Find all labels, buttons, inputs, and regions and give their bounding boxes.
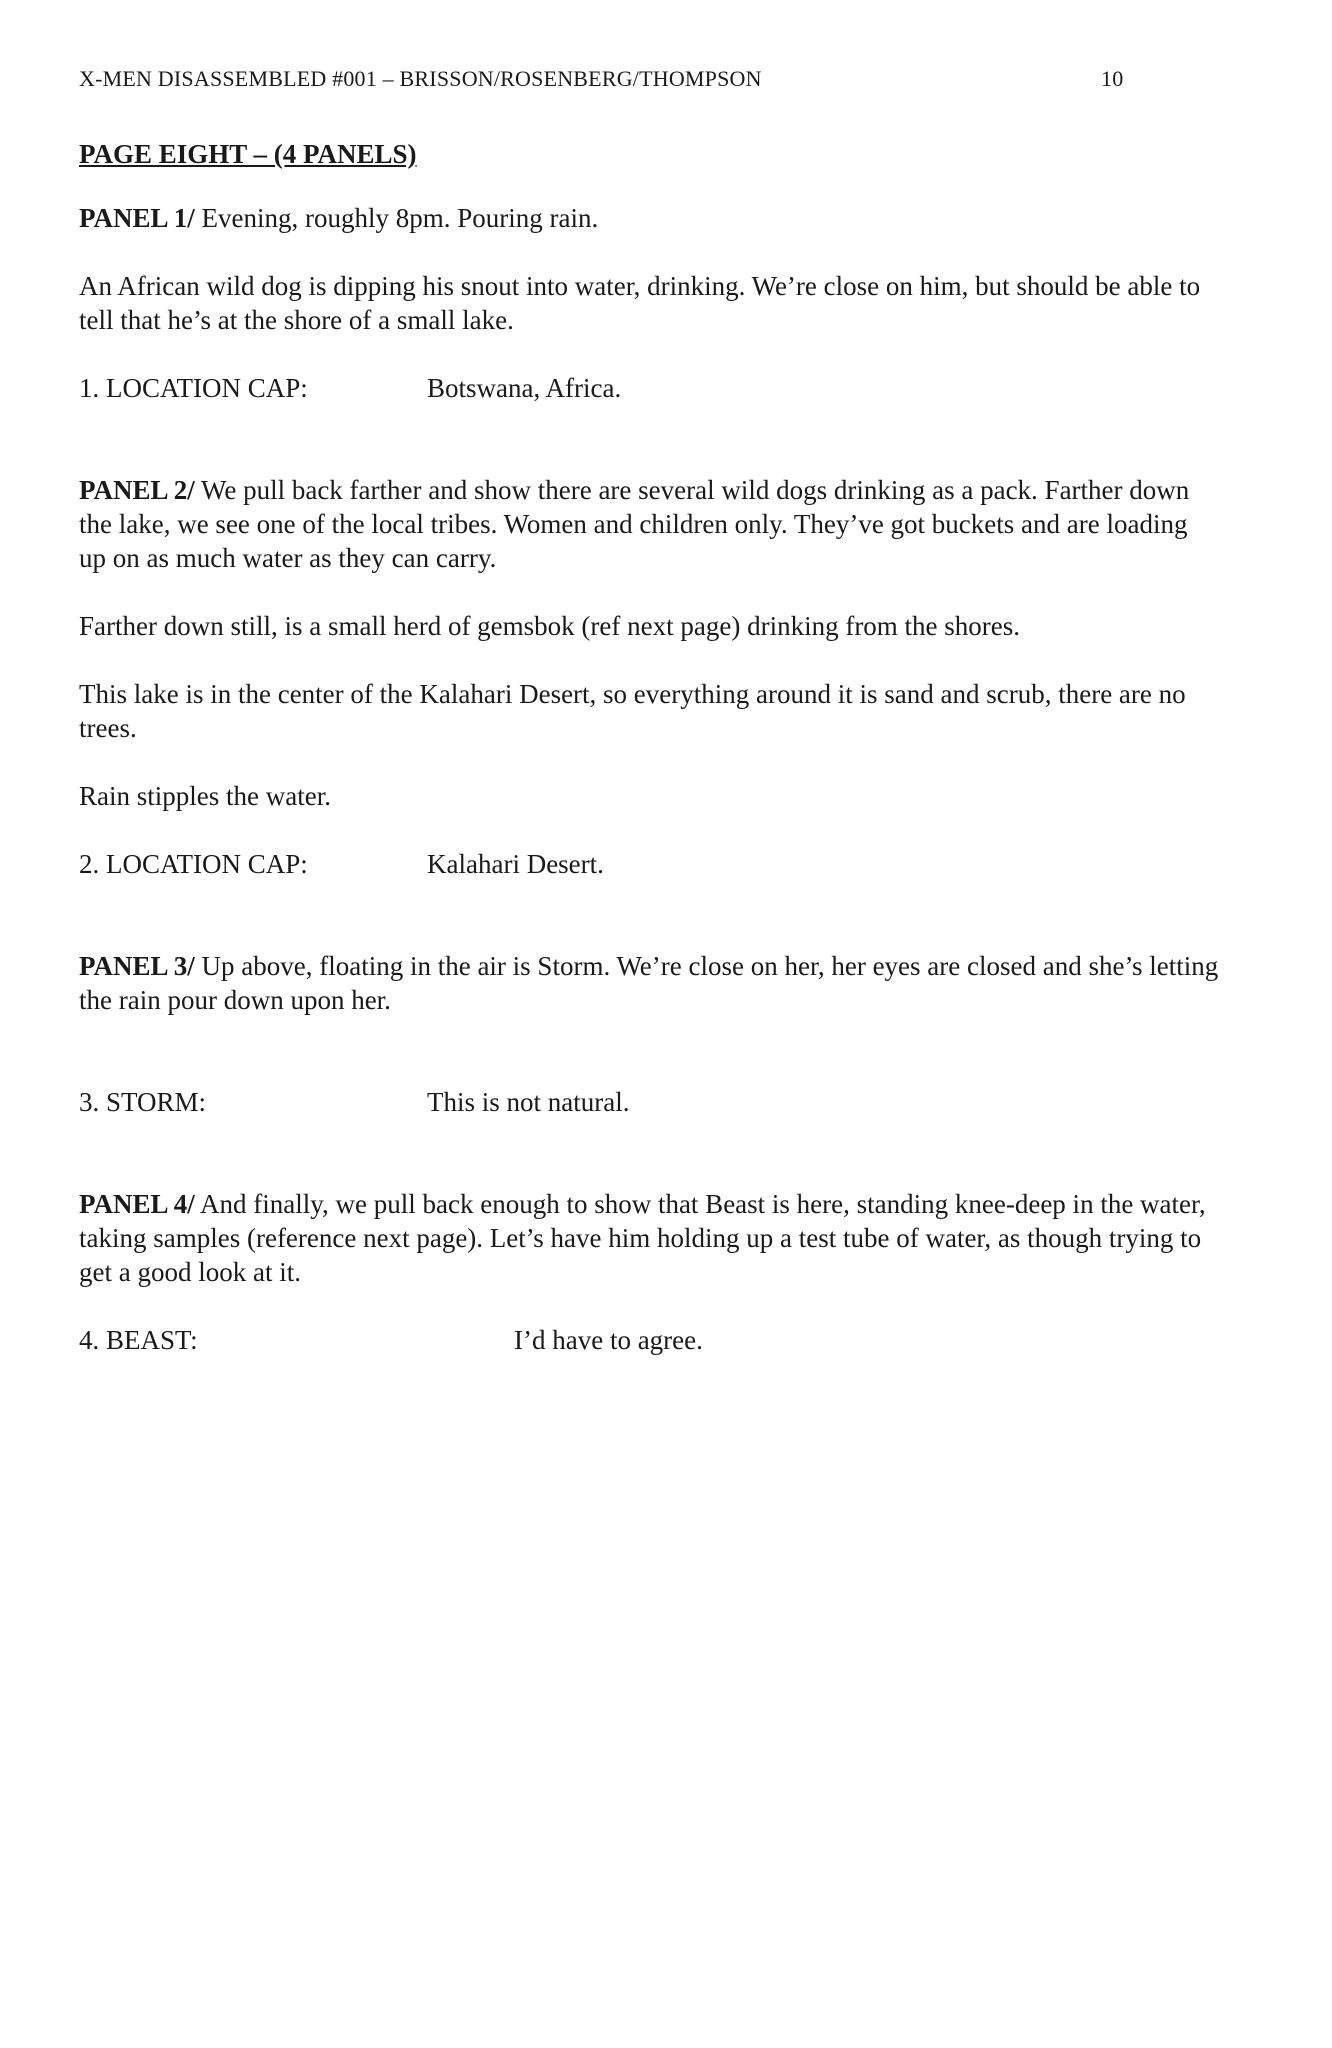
dialogue-line: This is not natural.	[427, 1087, 630, 1117]
dialogue-line: I’d have to agree.	[514, 1325, 703, 1355]
panel-label: PANEL 1/	[79, 203, 195, 233]
panel-description: We pull back farther and show there are several wild dogs drinking as a pack. Farther down the lake, we see one of the local tribes. Women and children only. They’ve got buckets and are loading up on as much water as they can carry.	[79, 475, 1190, 573]
panel-description: Evening, roughly 8pm. Pouring rain.	[201, 203, 599, 233]
dialogue-speaker: 3. STORM:	[79, 1087, 207, 1117]
panel-1-paragraph: An African wild dog is dipping his snout into water, drinking. We’re close on him, but should be able to tell that he’s at the shore of a small lake.	[79, 271, 1201, 335]
dialogue-speaker: 2. LOCATION CAP:	[79, 849, 308, 879]
panel-4-dialogue	[79, 1323, 1219, 1357]
panel-4-description	[79, 1187, 1219, 1289]
running-header	[79, 64, 1129, 94]
script-body	[79, 137, 1219, 1391]
panel-label: PANEL 4/	[79, 1189, 195, 1219]
panel-1-caption	[79, 371, 1219, 405]
panel-description: Up above, floating in the air is Storm. We’re close on her, her eyes are closed and she’s letting the rain pour down upon her.	[79, 951, 1219, 1015]
panel-label: PANEL 3/	[79, 951, 195, 981]
panel-description: And finally, we pull back enough to show that Beast is here, standing knee-deep in the water, taking samples (reference next page). Let’s have him holding up a test tube of water, as though trying to get a good look at it.	[79, 1189, 1206, 1287]
dialogue-speaker: 4. BEAST:	[79, 1325, 198, 1355]
page-number: 10	[1101, 66, 1124, 91]
panel-2-paragraph: This lake is in the center of the Kalahari Desert, so everything around it is sand and scrub, there are no trees.	[79, 679, 1186, 743]
panel-1-description	[79, 201, 1219, 235]
dialogue-line: Kalahari Desert.	[427, 849, 604, 879]
panel-3-description	[79, 949, 1219, 1017]
panel-3-dialogue	[79, 1085, 1219, 1119]
panel-label: PANEL 2/	[79, 475, 195, 505]
panel-2-paragraph: Farther down still, is a small herd of gemsbok (ref next page) drinking from the shores.	[79, 611, 1021, 641]
dialogue-speaker: 1. LOCATION CAP:	[79, 373, 308, 403]
panel-2-caption	[79, 847, 1219, 881]
dialogue-line: Botswana, Africa.	[427, 373, 622, 403]
panel-2-paragraph: Rain stipples the water.	[79, 781, 331, 811]
panel-2-description	[79, 473, 1219, 575]
header-title: X-MEN DISASSEMBLED #001 – BRISSON/ROSENBERG/THOMPSON	[79, 66, 762, 91]
page-heading: PAGE EIGHT – (4 PANELS)	[79, 139, 417, 169]
